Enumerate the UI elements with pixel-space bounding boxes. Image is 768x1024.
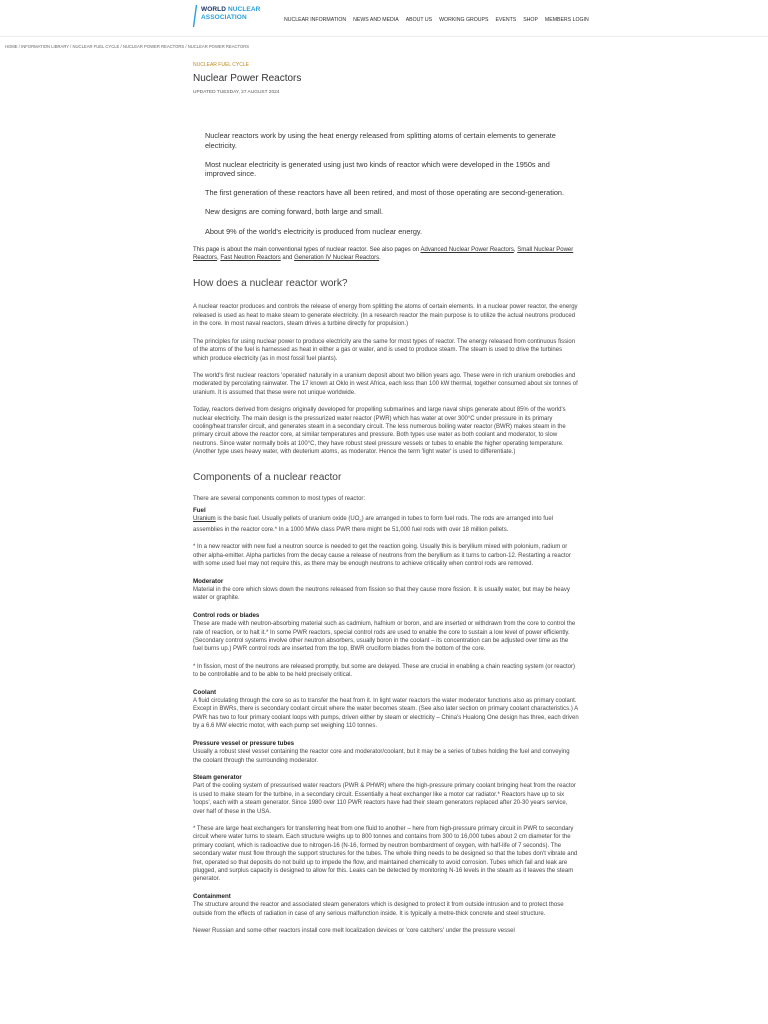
nav-working-groups[interactable]: WORKING GROUPS (439, 17, 489, 23)
logo-word-world: WORLD (201, 6, 228, 13)
intro-text: This page is about the main conventional types of nuclear reactor. See also pages on (193, 246, 421, 253)
component-text: Part of the cooling system of pressurised water reactors (PWR & PHWR) where the high-pressure primary coolant bringing heat from the reactor is used to make steam for the turbine, in a secondary circuit. Essentially a heat exchanger like a motor car radiator.* Reactors have up to six 'loops', each with a steam generator. Since 1980 over 110 PWR reactors have had their steam generators replaced after 20-30 years service, over half of these in the USA. (193, 783, 576, 815)
component-fuel (193, 507, 579, 534)
summary-list (193, 131, 579, 236)
breadcrumb-home[interactable]: HOME (5, 44, 18, 49)
link-fast-neutron-reactors[interactable]: Fast Neutron Reactors (220, 255, 281, 262)
component-moderator (193, 578, 579, 603)
body-paragraph: A nuclear reactor produces and controls the release of energy from splitting the atoms of certain elements. In a nuclear power reactor, the energy released is used as heat to make steam to generate electricity. (In a research reactor the main purpose is to utilize the actual neutrons produced in the core. In most naval reactors, steam drives a turbine directly for propulsion.) (193, 304, 578, 328)
updated-date: UPDATED TUESDAY, 27 AUGUST 2024 (193, 90, 280, 95)
site-header (0, 0, 768, 37)
site-logo[interactable] (193, 5, 263, 27)
nav-news-and-media[interactable]: NEWS AND MEDIA (353, 17, 399, 23)
nav-nuclear-information[interactable]: NUCLEAR INFORMATION (284, 17, 347, 23)
component-title: Control rods or blades (193, 611, 260, 619)
component-text: These are made with neutron-absorbing material such as cadmium, hafnium or boron, and are inserted or withdrawn from the core to control the rate of reaction, or to halt it.* In some PWR reactors, special control rods are used to enable the core to sustain a low level of power efficiently. (Secondary control systems involve other neutron absorbers, usually boron in the coolant – its concentration can be adjusted over time as the fuel burns up.) PWR control rods are inserted from the top, BWR cruciform blades from the bottom of the core. (193, 621, 576, 653)
main-nav (284, 17, 589, 23)
component-title: Containment (193, 892, 231, 900)
fuel-text-a: is the basic fuel. Usually pellets of uranium oxide (UO (215, 516, 360, 523)
article (193, 62, 579, 944)
body-paragraph: The world's first nuclear reactors 'operated' naturally in a uranium deposit about two billion years ago. These were in rich uranium orebodies and moderated by percolating rainwater. The 17 known at Oklo in west Africa, each less than 100 kW thermal, together consumed about six tonnes of uranium. It is assumed that these were not unique worldwide. (193, 372, 578, 396)
logo-slash-icon (193, 5, 197, 27)
component-title: Moderator (193, 577, 224, 585)
summary-item: Nuclear reactors work by using the heat energy released from splitting atoms of certain elements to generate electricity. (205, 131, 556, 150)
nav-about-us[interactable]: ABOUT US (405, 17, 433, 23)
component-title: Fuel (193, 506, 206, 514)
component-title: Coolant (193, 688, 217, 696)
component-title: Steam generator (193, 773, 242, 781)
nav-events[interactable]: EVENTS (495, 17, 517, 23)
breadcrumb-nuclear-fuel-cycle[interactable]: NUCLEAR FUEL CYCLE (72, 44, 120, 49)
link-uranium[interactable]: Uranium (193, 516, 216, 523)
summary-item: Most nuclear electricity is generated using just two kinds of reactor which were developed in the 1950s and improved since. (205, 159, 550, 179)
intro-sep: , (513, 246, 518, 253)
footnote-paragraph: * These are large heat exchangers for transferring heat from one fluid to another – here from high-pressure primary circuit in PWR to secondary circuit where water turns to steam. Each structure weighs up to 800 tonnes and contains from 300 to 16,000 tubes about 2 cm diameter for the primary coolant, which is radioactive due to nitrogen-16 (N-16, formed by neutron bombardment of oxygen, with half-life of 7 seconds). The secondary water must flow through the support structures for the tubes. The whole thing needs to be designed so that the tubes don't vibrate and fret, operated so that deposits do not build up to impede the flow, and maintained chemically to avoid corrosion. Tubes which fail and leak are plugged, and surplus capacity is designed to allow for this. Leaks can be detected by monitoring N-16 levels in the steam as it leaves the steam generator. (193, 825, 578, 883)
link-small-reactors[interactable]: Small Nuclear Power Reactors (193, 246, 574, 262)
summary-item: The first generation of these reactors have all been retired, and most of those operating are second-generation. (205, 188, 564, 198)
breadcrumb: HOME / INFORMATION LIBRARY / NUCLEAR FUEL CYCLE / NUCLEAR POWER REACTORS / NUCLEAR POWER REACTORS (5, 44, 250, 49)
nav-members-login[interactable]: MEMBERS LOGIN (544, 17, 589, 23)
section-heading-how-reactor-works: How does a nuclear reactor work? (193, 278, 348, 290)
summary-item: New designs are coming forward, both large and small. (205, 207, 384, 217)
link-generation-iv-reactors[interactable]: Generation IV Nuclear Reactors (294, 255, 380, 262)
footnote-paragraph: * In fission, most of the neutrons are released promptly, but some are delayed. These are crucial in enabling a chain reacting system (or reactor) to be controllable and to be able to be held precisely critical. (193, 663, 575, 679)
breadcrumb-nuclear-power-reactors[interactable]: NUCLEAR POWER REACTORS (122, 44, 185, 49)
components-lead: There are several components common to most types of reactor: (193, 495, 366, 502)
component-text: Usually a robust steel vessel containing the reactor core and moderator/coolant, but it may be a series of tubes holding the fuel and conveying the coolant through the surrounding moderator. (193, 749, 570, 764)
summary-item: About 9% of the world's electricity is produced from nuclear energy. (205, 226, 423, 236)
body-paragraph: Today, reactors derived from designs originally developed for propelling submarines and large naval ships generate about 85% of the world's nuclear electricity. The main design is the pressurized water reactor (PWR) which has water at over 300°C under pressure in its primary cooling/heat transfer circuit, and generates steam in a secondary circuit. The less numerous boiling water reactor (BWR) makes steam in the primary circuit above the reactor core, at similar temperatures and pressure. Both types use water as both coolant and moderator, to slow neutrons. Since water normally boils at 100°C, they have robust steel pressure vessels or tubes to enable the higher operating temperature. (Another type uses heavy water, with deuterium atoms, as moderator. Hence the term 'light water' is used to differentiate.) (193, 407, 566, 456)
component-text: A fluid circulating through the core so as to transfer the heat from it. In light water reactors the water moderator functions also as primary coolant. Except in BWRs, there is secondary coolant circuit where the water becomes steam. (See also later section on primary coolant characteristics.) A PWR has two to four primary coolant loops with pumps, driven either by steam or electricity – China's Hualong One design has three, each driven by a 6.6 MW electric motor, with each pump set weighing 110 tonnes. (193, 698, 579, 730)
component-containment (193, 893, 579, 918)
logo-text-association: ASSOCIATION (201, 14, 247, 21)
nav-shop[interactable]: SHOP (523, 17, 538, 23)
footnote-paragraph: * In a new reactor with new fuel a neutron source is needed to get the reaction going. Usually this is beryllium mixed with polonium, radium or other alpha-emitter. Alpha particles from the decay cause a release of neutrons from the beryllium as it turns to carbon-12. Restarting a reactor with some used fuel may not require this, as there may be enough neutrons to achieve criticality when control rods are removed. (193, 544, 571, 568)
body-paragraph: The principles for using nuclear power to produce electricity are the same for most types of reactor. The energy released from continuous fission of the atoms of the fuel is harnessed as heat in either a gas or water, and is used to produce steam. The steam is used to drive the turbines which produce electricity (as in most fossil fuel plants). (193, 338, 576, 362)
logo-word-nuclear: NUCLEAR (227, 6, 261, 13)
component-control-rods (193, 612, 579, 654)
section-heading-components: Components of a nuclear reactor (193, 471, 342, 483)
fuel-text-b: ) are arranged in tubes to form fuel rods. The rods are arranged into fuel assemblies in the reactor core.* In a 1000 MWe class PWR there might be 51,000 fuel rods with over 18 million pellets. (193, 516, 553, 533)
component-text (193, 515, 579, 534)
fuel-subscript: 2 (359, 518, 362, 524)
logo-text-world-nuclear (201, 6, 260, 13)
breadcrumb-information-library[interactable]: INFORMATION LIBRARY (21, 44, 69, 49)
component-text: Material in the core which slows down the neutrons released from fission so that they cause more fission. It is usually water, but may be heavy water or graphite. (193, 587, 570, 602)
component-pressure-vessel (193, 740, 579, 765)
intro-sep: , (217, 255, 221, 262)
component-steam-generator (193, 774, 579, 816)
body-paragraph: Newer Russian and some other reactors install core melt localization devices or 'core catchers' under the pressure vessel (193, 928, 515, 934)
breadcrumb-current: NUCLEAR POWER REACTORS (187, 44, 250, 49)
component-text: The structure around the reactor and associated steam generators which is designed to protect it from outside intrusion and to protect those outside from the effects of radiation in case of any serious malfunction inside. It is typically a metre-thick concrete and steel structure. (193, 902, 564, 917)
component-title: Pressure vessel or pressure tubes (193, 739, 295, 747)
link-advanced-reactors[interactable]: Advanced Nuclear Power Reactors (420, 246, 514, 253)
intro-paragraph (193, 246, 579, 263)
intro-end: . (379, 255, 381, 262)
component-coolant (193, 689, 579, 731)
article-kicker[interactable]: NUCLEAR FUEL CYCLE (193, 62, 249, 68)
page-title: Nuclear Power Reactors (193, 73, 302, 84)
intro-sep: and (280, 255, 295, 262)
